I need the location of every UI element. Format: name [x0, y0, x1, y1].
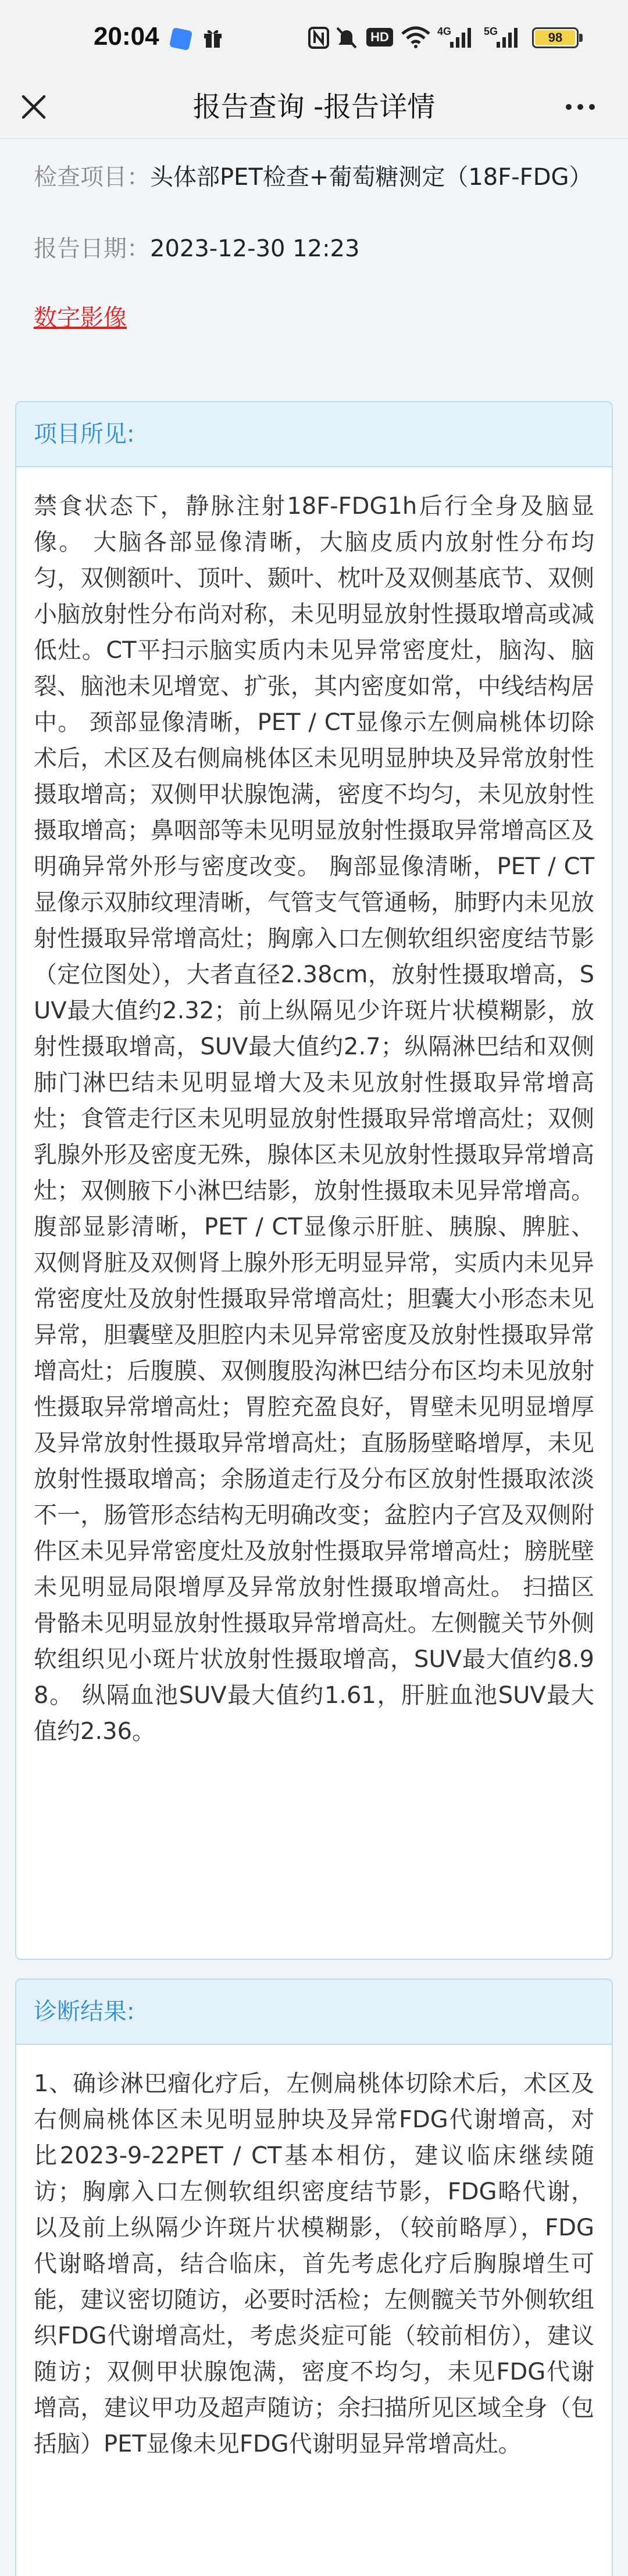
wifi-icon: [401, 26, 430, 49]
battery-tip: [579, 34, 583, 42]
report-date-value: 2023-12-30 12:23: [150, 235, 360, 262]
battery-percent: 98: [548, 30, 563, 45]
exam-item-row: [34, 161, 593, 194]
report-date-row: [34, 232, 359, 265]
findings-card: [15, 401, 613, 1960]
exam-item-label: 检查项目：: [34, 164, 150, 191]
status-bar: [0, 0, 628, 76]
findings-text: 禁食状态下，静脉注射18F-FDG1h后行全身及脑显像。 大脑各部显像清晰，大脑皮质内放射性分布均匀，双侧额叶、顶叶、颞叶、枕叶及双侧基底节、双侧小脑放射性分布尚对称，未见明显放射性摄取增高或减低灶。CT平扫示脑实质内未见异常密度灶，脑沟、脑裂、脑池未见增宽、扩张，其内密度如常，中线结构居中。 颈部显像清晰，PET / CT显像示左侧扁桃体切除术后，术区及右侧扁桃体区未见明显肿块及异常放射性摄取增高；双侧甲状腺饱满，密度不均匀，未见放射性摄取增高；鼻咽部等未见明显放射性摄取异常增高区及明确异常外形与密度改变。 胸部显像清晰，PET / CT显像示双肺纹理清晰，气管支气管通畅，肺野内未见放射性摄取异常增高灶；胸廓入口左侧软组织密度结节影（定位图处），大者直径2.38cm，放射性摄取增高，SUV最大值约2.32；前上纵隔见少许斑片状模糊影，放射性摄取增高，SUV最大值约2.7；纵隔淋巴结和双侧肺门淋巴结未见明显增大及未见放射性摄取异常增高灶；食管走行区未见明显放射性摄取异常增高灶；双侧乳腺外形及密度无殊，腺体区未见放射性摄取异常增高灶；双侧腋下小淋巴结影，放射性摄取未见异常增高。 腹部显影清晰，PET / CT显像示肝脏、胰腺、脾脏、双侧肾脏及双侧肾上腺外形无明显异常，实质内未见异常密度灶及放射性摄取异常增高灶；胆囊大小形态未见异常，胆囊壁及胆腔内未见异常密度及放射性摄取异常增高灶；后腹膜、双侧腹股沟淋巴结分布区均未见放射性摄取异常增高灶；胃腔充盈良好，胃壁未见明显增厚及异常放射性摄取异常增高灶；直肠肠壁略增厚，未见放射性摄取增高；余肠道走行及分布区放射性摄取浓淡不一，肠管形态结构无明确改变；盆腔内子宫及双侧附件区未见异常密度灶及放射性摄取异常增高灶；膀胱壁未见明显局限增厚及异常放射性摄取增高灶。 扫描区骨骼未见明显放射性摄取异常增高灶。左侧髋关节外侧软组织见小斑片状放射性摄取增高，SUV最大值约8.98。 纵隔血池SUV最大值约1.61，肝脏血池SUV最大值约2.36。: [34, 493, 594, 1745]
findings-title: 项目所见:: [16, 402, 612, 467]
app-cube-icon: [169, 27, 192, 51]
diagnosis-card: [15, 1978, 613, 2576]
more-icon[interactable]: [557, 90, 604, 124]
digital-image-link[interactable]: 数字影像: [34, 305, 127, 331]
nfc-icon: [308, 27, 329, 49]
exam-item-value: 头体部PET检查+葡萄糖测定（18F-FDG）: [150, 164, 593, 191]
gift-icon: [202, 27, 223, 49]
signal-5g-icon: [494, 27, 520, 49]
status-time: 20:04: [94, 22, 159, 51]
battery-icon: [532, 27, 579, 48]
hd-icon: HD: [366, 28, 393, 46]
signal-4g-label: 4G: [437, 26, 452, 37]
page-title: 报告查询 -报告详情: [192, 91, 436, 123]
diagnosis-text: 1、确诊淋巴瘤化疗后，左侧扁桃体切除术后，术区及右侧扁桃体区未见明显肿块及异常FDG代谢增高，对比2023-9-22PET / CT基本相仿，建议临床继续随访；胸廓入口左侧软组织密度结节影，FDG略代谢，以及前上纵隔少许斑片状模糊影，（较前略厚），FDG代谢略增高，结合临床，首先考虑化疗后胸腺增生可能，建议密切随访，必要时活检；左侧髋关节外侧软组织FDG代谢增高灶，考虑炎症可能（较前相仿），建议随访；双侧甲状腺饱满，密度不均匀，未见FDG代谢增高，建议甲功及超声随访；余扫描所见区域全身（包括脑）PET显像未见FDG代谢明显异常增高灶。: [34, 2070, 594, 2457]
report-date-label: 报告日期：: [34, 235, 150, 262]
diagnosis-title: 诊断结果:: [16, 1980, 612, 2045]
signal-4g-icon: [448, 27, 473, 49]
nav-bar: [0, 76, 628, 139]
mute-icon: [335, 26, 358, 50]
signal-5g-label: 5G: [484, 26, 498, 37]
